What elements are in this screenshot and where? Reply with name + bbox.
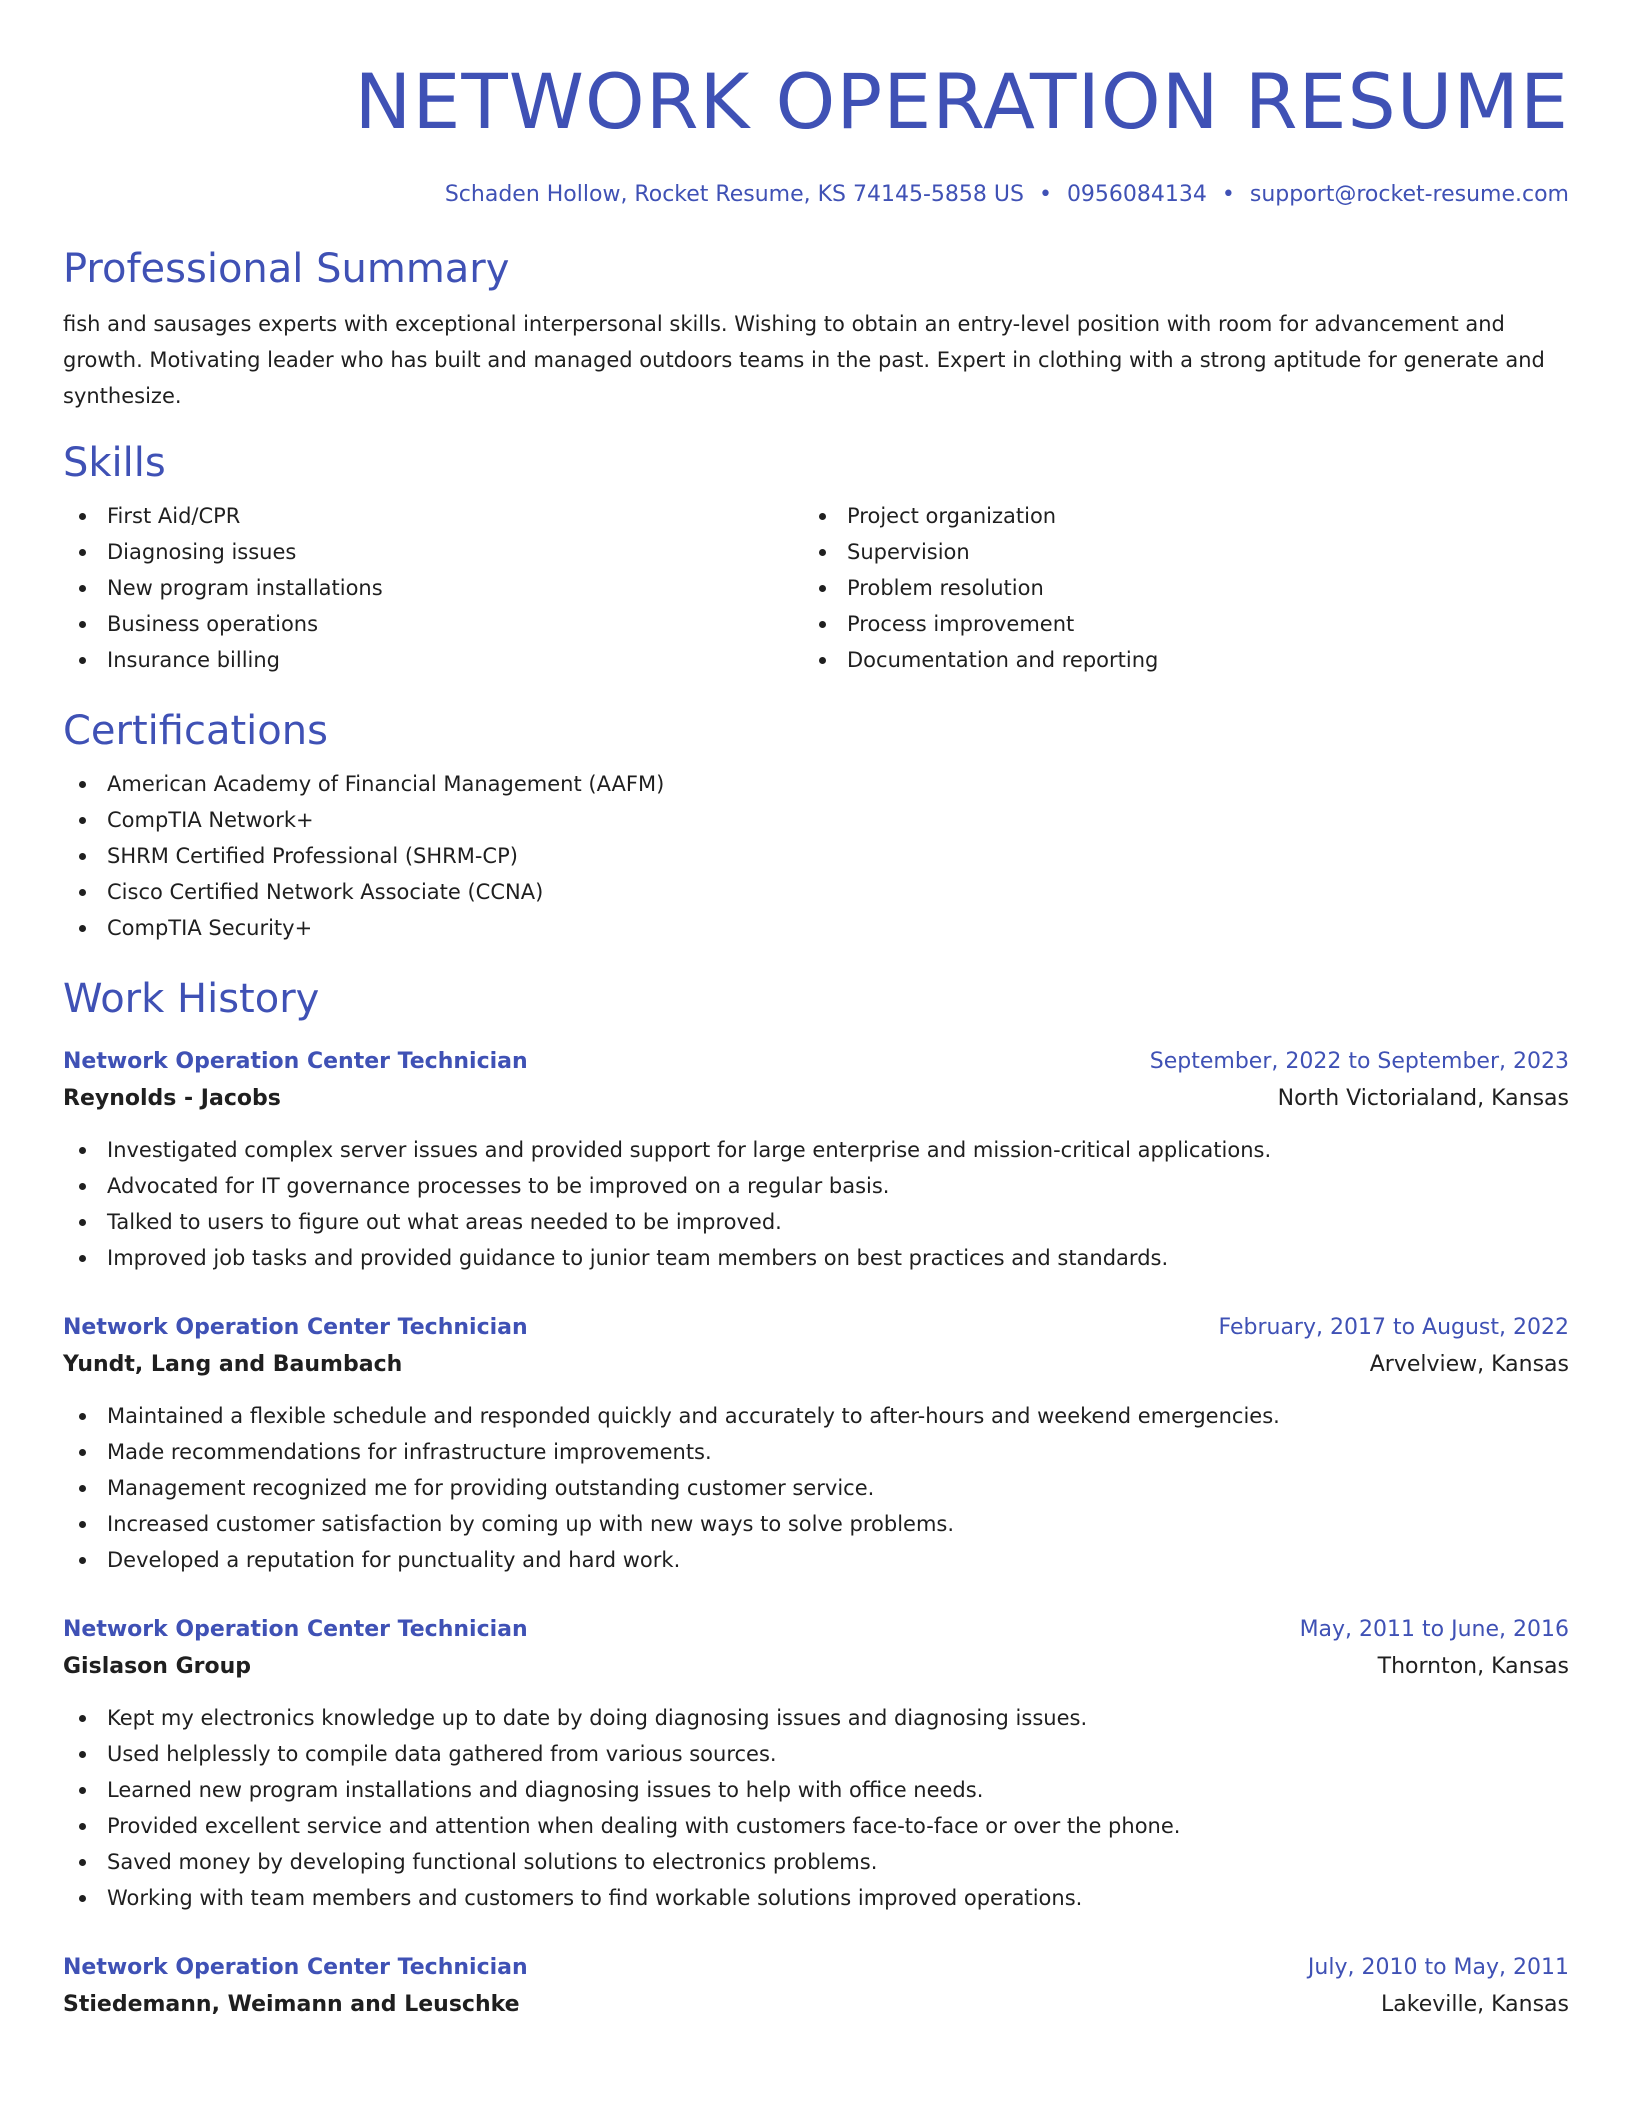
contact-address: Schaden Hollow, Rocket Resume, KS 74145-5858 US bbox=[444, 182, 1024, 207]
job-company: Reynolds - Jacobs bbox=[63, 1086, 281, 1111]
job-bullet: Kept my electronics knowledge up to date by doing diagnosing issues and diagnosing issues. bbox=[63, 1700, 1569, 1736]
certification-item: American Academy of Financial Management (AAFM) bbox=[63, 766, 1569, 802]
job-company-row bbox=[63, 1648, 1569, 1686]
job-dates: February, 2017 to August, 2022 bbox=[1218, 1315, 1569, 1340]
certifications-section bbox=[63, 706, 1569, 946]
job-dates: July, 2010 to May, 2011 bbox=[1307, 1955, 1569, 1980]
job-title: Network Operation Center Technician bbox=[63, 1955, 528, 1980]
job-location: Thornton, Kansas bbox=[1377, 1654, 1569, 1679]
job-title-row bbox=[63, 1950, 1569, 1986]
job-bullet: Maintained a flexible schedule and responded quickly and accurately to after-hours and weekend emergencies. bbox=[63, 1398, 1569, 1434]
job-company-row bbox=[63, 1080, 1569, 1118]
job-bullets bbox=[63, 1132, 1569, 1276]
job-company: Gislason Group bbox=[63, 1654, 252, 1679]
job-company-row bbox=[63, 1346, 1569, 1384]
job-bullet: Improved job tasks and provided guidance to junior team members on best practices and standards. bbox=[63, 1240, 1569, 1276]
job-entry bbox=[63, 1310, 1569, 1578]
job-bullet: Made recommendations for infrastructure improvements. bbox=[63, 1434, 1569, 1470]
job-bullet: Used helplessly to compile data gathered from various sources. bbox=[63, 1736, 1569, 1772]
skill-item: Process improvement bbox=[803, 606, 1543, 642]
job-location: North Victorialand, Kansas bbox=[1277, 1086, 1569, 1111]
job-bullet: Increased customer satisfaction by coming up with new ways to solve problems. bbox=[63, 1506, 1569, 1542]
job-location: Arvelview, Kansas bbox=[1369, 1352, 1569, 1377]
job-bullet: Saved money by developing functional solutions to electronics problems. bbox=[63, 1844, 1569, 1880]
skills-list-right bbox=[803, 498, 1543, 678]
job-bullet: Working with team members and customers to find workable solutions improved operations. bbox=[63, 1880, 1569, 1916]
skill-item: Diagnosing issues bbox=[63, 534, 803, 570]
job-company-row bbox=[63, 1986, 1569, 2024]
certification-item: CompTIA Network+ bbox=[63, 802, 1569, 838]
job-location: Lakeville, Kansas bbox=[1381, 1992, 1569, 2017]
resume-header bbox=[63, 56, 1569, 210]
job-bullet: Talked to users to figure out what areas needed to be improved. bbox=[63, 1204, 1569, 1240]
job-bullet: Learned new program installations and diagnosing issues to help with office needs. bbox=[63, 1772, 1569, 1808]
job-title-row bbox=[63, 1044, 1569, 1080]
job-bullet: Advocated for IT governance processes to be improved on a regular basis. bbox=[63, 1168, 1569, 1204]
job-title-row bbox=[63, 1612, 1569, 1648]
certifications-list bbox=[63, 766, 1569, 946]
job-entry bbox=[63, 1950, 1569, 2024]
job-bullet: Developed a reputation for punctuality and hard work. bbox=[63, 1542, 1569, 1578]
job-entry bbox=[63, 1612, 1569, 1916]
section-heading-summary: Professional Summary bbox=[63, 246, 510, 292]
professional-summary-section bbox=[63, 244, 1569, 414]
contact-line bbox=[63, 180, 1569, 210]
job-company: Stiedemann, Weimann and Leuschke bbox=[63, 1992, 520, 2017]
section-heading-skills: Skills bbox=[63, 440, 166, 486]
contact-phone: 0956084134 bbox=[1066, 182, 1207, 207]
job-dates: September, 2022 to September, 2023 bbox=[1149, 1049, 1569, 1074]
certification-item: Cisco Certified Network Associate (CCNA) bbox=[63, 874, 1569, 910]
certification-item: CompTIA Security+ bbox=[63, 910, 1569, 946]
section-heading-certifications: Certifications bbox=[63, 708, 328, 754]
skills-section bbox=[63, 438, 1569, 678]
skill-item: Project organization bbox=[803, 498, 1543, 534]
job-title: Network Operation Center Technician bbox=[63, 1315, 528, 1340]
skill-item: Insurance billing bbox=[63, 642, 803, 678]
summary-text: fish and sausages experts with exceptional interpersonal skills. Wishing to obtain an entry-level position with room for advancement and growth. Motivating leader who has built and managed outdoors teams in the past. Expert in clothing with a strong aptitude for generate and synthesize. bbox=[63, 312, 1545, 408]
skill-item: Problem resolution bbox=[803, 570, 1543, 606]
job-title: Network Operation Center Technician bbox=[63, 1049, 528, 1074]
skill-item: New program installations bbox=[63, 570, 803, 606]
section-heading-work-history: Work History bbox=[63, 976, 320, 1022]
skills-columns bbox=[63, 498, 1569, 678]
contact-separator: • bbox=[1038, 182, 1052, 207]
job-bullet: Investigated complex server issues and provided support for large enterprise and mission-critical applications. bbox=[63, 1132, 1569, 1168]
work-history-section bbox=[63, 974, 1569, 2024]
certification-item: SHRM Certified Professional (SHRM-CP) bbox=[63, 838, 1569, 874]
job-dates: May, 2011 to June, 2016 bbox=[1299, 1617, 1569, 1642]
job-bullet: Management recognized me for providing outstanding customer service. bbox=[63, 1470, 1569, 1506]
skill-item: Documentation and reporting bbox=[803, 642, 1543, 678]
job-title-row bbox=[63, 1310, 1569, 1346]
job-company: Yundt, Lang and Baumbach bbox=[63, 1352, 403, 1377]
job-bullets bbox=[63, 1398, 1569, 1578]
skill-item: Business operations bbox=[63, 606, 803, 642]
contact-separator: • bbox=[1221, 182, 1235, 207]
contact-email: support@rocket-resume.com bbox=[1249, 182, 1569, 207]
job-title: Network Operation Center Technician bbox=[63, 1617, 528, 1642]
skills-list-left bbox=[63, 498, 803, 678]
job-entry bbox=[63, 1044, 1569, 1276]
job-bullets bbox=[63, 1700, 1569, 1916]
job-bullet: Provided excellent service and attention when dealing with customers face-to-face or over the phone. bbox=[63, 1808, 1569, 1844]
skill-item: Supervision bbox=[803, 534, 1543, 570]
resume-title: NETWORK OPERATION RESUME bbox=[354, 57, 1569, 146]
skill-item: First Aid/CPR bbox=[63, 498, 803, 534]
